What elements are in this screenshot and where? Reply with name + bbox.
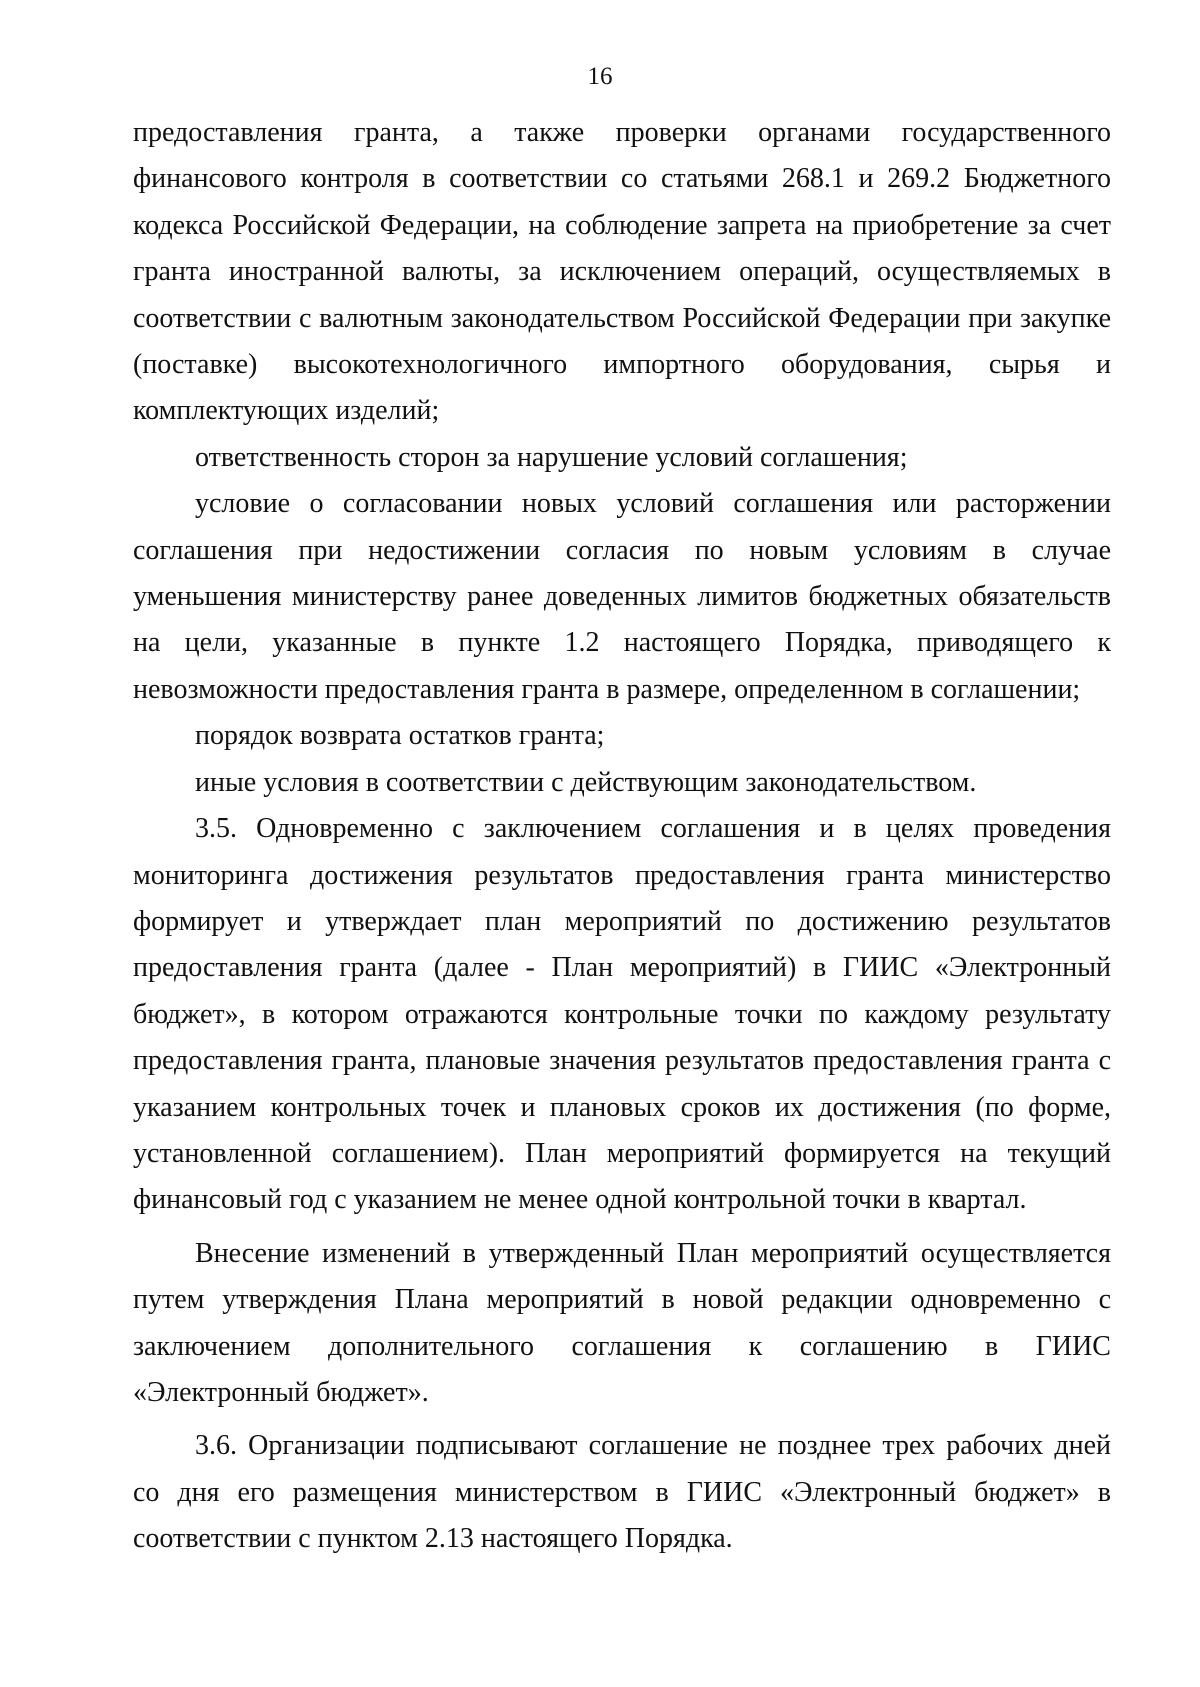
paragraph-responsibility: ответственность сторон за нарушение условий соглашения; bbox=[195, 441, 908, 473]
page-number: 16 bbox=[587, 63, 613, 90]
paragraph-3-6: 3.6. Организации подписывают соглашение не позднее трех рабочих дней со дня его размещения министерством в ГИИС «Электронный бюджет» в соответствии с пунктом 2.13 настоящего Порядка. bbox=[133, 1430, 1111, 1555]
paragraph-new-conditions: условие о согласовании новых условий соглашения или расторжении соглашения при недостижении согласия по новым условиям в случае уменьшения министерству ранее доведенных лимитов бюджетных обязательств на цели, указанные в пункте 1.2 настоящего Порядка, приводящего к невозможности предоставления гранта в размере, определенном в соглашении; bbox=[133, 488, 1111, 705]
paragraph-other-conditions: иные условия в соответствии с действующим законодательством. bbox=[195, 766, 977, 798]
document-body bbox=[133, 110, 1111, 1563]
paragraph-return-order: порядок возврата остатков гранта; bbox=[195, 720, 605, 752]
paragraph-plan-changes: Внесение изменений в утвержденный План мероприятий осуществляется путем утверждения Плана мероприятий в новой редакции одновременно с заключением дополнительного соглашения к соглашению в ГИИС «Электронный бюджет». bbox=[133, 1237, 1111, 1408]
paragraph-grant-control: предоставления гранта, а также проверки органами государственного финансового контроля в соответствии со статьями 268.1 и 269.2 Бюджетного кодекса Российской Федерации, на соблюдение запрета на приобретение за счет гранта иностранной валюты, за исключением операций, осуществляемых в соответствии с валютным законодательством Российской Федерации при закупке (поставке) высокотехнологичного импортного оборудования, сырья и комплектующих изделий; bbox=[133, 117, 1111, 427]
paragraph-3-5: 3.5. Одновременно с заключением соглашения и в целях проведения мониторинга достижения результатов предоставления гранта министерство формирует и утверждает план мероприятий по достижению результатов предоставления гранта (далее - План мероприятий) в ГИИС «Электронный бюджет», в котором отражаются контрольные точки по каждому результату предоставления гранта, плановые значения результатов предоставления гранта с указанием контрольных точек и плановых сроков их достижения (по форме, установленной соглашением). План мероприятий формируется на текущий финансовый год с указанием не менее одной контрольной точки в квартал. bbox=[133, 813, 1111, 1216]
